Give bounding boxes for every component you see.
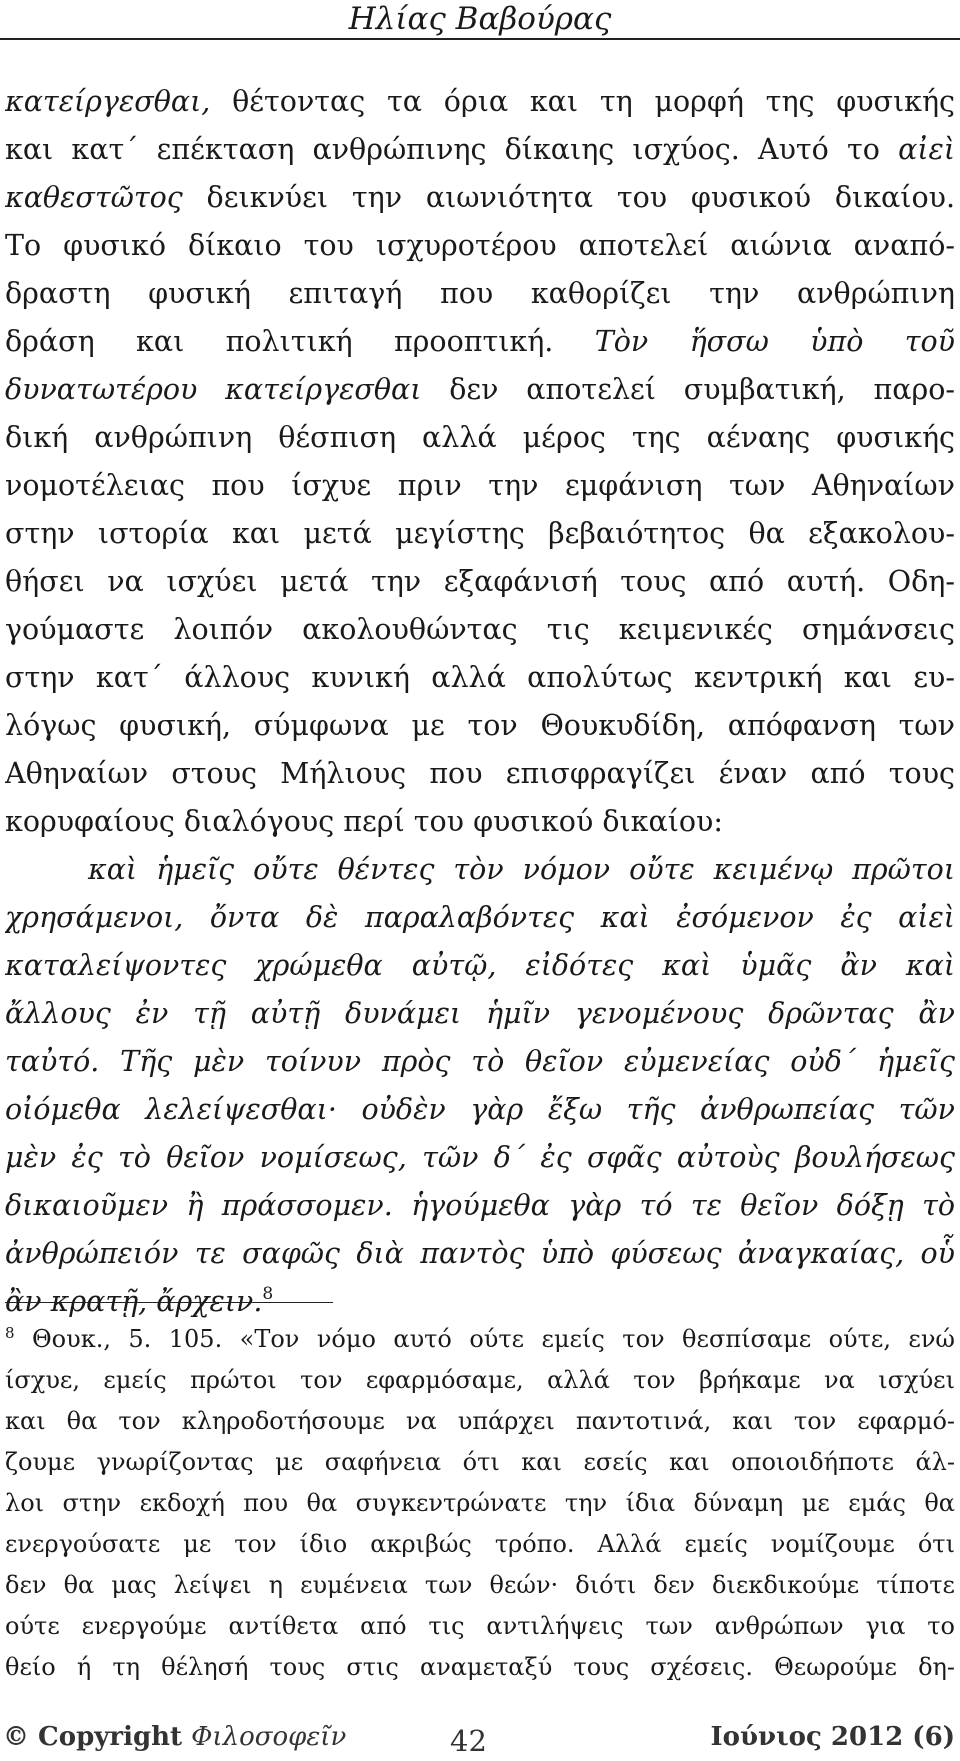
copyright-notice: © Copyright Φιλοσοφεῖν xyxy=(3,1722,347,1752)
body-line: νομοτέλειας που ίσχυε πριν την εμφάνιση των Αθηναίων xyxy=(5,469,955,502)
footnote-line: δεν θα μας λείψει η ευμένεια των θεών· διότι δεν διεκδικούμε τίποτε xyxy=(5,1571,955,1599)
quote-line: ἄλλους ἐν τῇ αὐτῇ δυνάμει ἡμῖν γενομένους δρῶντας ἂν xyxy=(5,997,955,1030)
body-line: στην ιστορία και μετά μεγίστης βεβαιότητος θα εξακολου- xyxy=(5,517,955,550)
body-line: δραστη φυσική επιταγή που καθορίζει την ανθρώπινη xyxy=(5,277,955,310)
footnote-mark: 8 xyxy=(5,1324,15,1342)
body-line: δυνατωτέρου κατείργεσθαι δεν αποτελεί συμβατική, παρο- xyxy=(5,373,955,406)
main-text xyxy=(5,78,955,1326)
footnote-line: ενεργούσατε με τον ίδιο ακριβώς τρόπο. Αλλά εμείς νομίζουμε ότι xyxy=(5,1530,955,1558)
page-header xyxy=(0,0,960,40)
quote-line: καὶ ἡμεῖς οὔτε θέντες τὸν νόμον οὔτε κειμένῳ πρῶτοι xyxy=(88,853,955,886)
quote-line: δικαιοῦμεν ἢ πράσσομεν. ἡγούμεθα γὰρ τό τε θεῖον δόξῃ τὸ xyxy=(5,1189,955,1222)
page-footer xyxy=(0,1720,960,1758)
issue-date: Ιούνιος 2012 (6) xyxy=(710,1722,955,1752)
footnote-line: λοι στην εκδοχή που θα συγκεντρώνατε την ίδια δύναμη με εμάς θα xyxy=(5,1489,955,1517)
quote-line: χρησάμενοι, ὄντα δὲ παραλαβόντες καὶ ἐσόμενον ἐς αἰεὶ xyxy=(5,901,955,934)
footnote-line: $^8$ Θουκ., 5. 105. «Τον νόμο αυτό ούτε εμείς τον θεσπίσαμε ούτε, ενώ xyxy=(5,1324,955,1353)
quote-line: ἂν κρατῇ, ἄρχειν.$^8$ xyxy=(5,1284,274,1318)
body-line: δική ανθρώπινη θέσπιση αλλά μέρος της αέναης φυσικής xyxy=(5,421,955,454)
body-line: καθεστῶτος δεικνύει την αιωνιότητα του φυσικού δικαίου. xyxy=(5,181,955,214)
footnote-line: ίσχυε, εμείς πρώτοι τον εφαρμόσαμε, αλλά τον βρήκαμε να ισχύει xyxy=(5,1366,955,1394)
body-line: θήσει να ισχύει μετά την εξαφάνισή τους από αυτή. Οδη- xyxy=(5,565,955,598)
body-line: Αθηναίων στους Μήλιους που επισφραγίζει έναν από τους xyxy=(5,757,955,790)
footnote-line: ζουμε γνωρίζοντας με σαφήνεια ότι και εσείς και οποιοιδήποτε άλ- xyxy=(5,1448,955,1476)
footnote-line: θείο ή τη θέλησή τους στις αναμεταξύ τους σχέσεις. Θεωρούμε δη- xyxy=(5,1653,955,1681)
running-head-author: Ηλίας Βαβούρας xyxy=(348,1,612,37)
body-line: λόγως φυσική, σύμφωνα με τον Θουκυδίδη, απόφανση των xyxy=(5,709,955,742)
body-line: Το φυσικό δίκαιο του ισχυροτέρου αποτελεί αιώνια αναπό- xyxy=(5,229,955,262)
footnotes xyxy=(5,1319,955,1688)
body-line: γούμαστε λοιπόν ακολουθώντας τις κειμενικές σημάνσεις xyxy=(5,613,955,646)
quote-line: οἰόμεθα λελείψεσθαι· οὐδὲν γὰρ ἔξω τῆς ἀνθρωπείας τῶν xyxy=(5,1093,955,1126)
journal-name: Φιλοσοφεῖν xyxy=(191,1722,347,1752)
body-line: στην κατ΄ άλλους κυνική αλλά απολύτως κεντρική και ευ- xyxy=(5,661,955,694)
footnote-line: ούτε ενεργούμε αντίθετα από τις αντιλήψεις των ανθρώπων για το xyxy=(5,1612,955,1640)
body-line: κορυφαίους διαλόγους περί του φυσικού δικαίου: xyxy=(5,805,723,838)
page-number: 42 xyxy=(450,1724,487,1758)
footnote-reference[interactable]: 8 xyxy=(262,1284,274,1304)
quote-line: μὲν ἐς τὸ θεῖον νομίσεως, τῶν δ΄ ἐς σφᾶς αὐτοὺς βουλήσεως xyxy=(5,1141,955,1174)
footnote-separator xyxy=(5,1302,333,1303)
footnote-line: και θα τον κληροδοτήσουμε να υπάρχει παντοτινά, και τον εφαρμό- xyxy=(5,1407,955,1435)
quote-line: ἀνθρώπειόν τε σαφῶς διὰ παντὸς ὑπὸ φύσεως ἀναγκαίας, οὗ xyxy=(5,1237,955,1270)
header-rule xyxy=(0,38,960,40)
quote-line: καταλείψοντες χρώμεθα αὐτῷ, εἰδότες καὶ ὑμᾶς ἂν καὶ xyxy=(5,949,955,982)
body-line: δράση και πολιτική προοπτική. Τὸν ἥσσω ὑπὸ τοῦ xyxy=(5,325,955,358)
body-line: και κατ΄ επέκταση ανθρώπινης δίκαιης ισχύος. Αυτό το αἰεὶ xyxy=(5,133,955,166)
body-line: κατείργεσθαι, θέτοντας τα όρια και τη μορφή της φυσικής xyxy=(5,85,955,118)
quote-line: ταὐτό. Τῆς μὲν τοίνυν πρὸς τὸ θεῖον εὐμενείας οὐδ΄ ἡμεῖς xyxy=(5,1045,955,1078)
